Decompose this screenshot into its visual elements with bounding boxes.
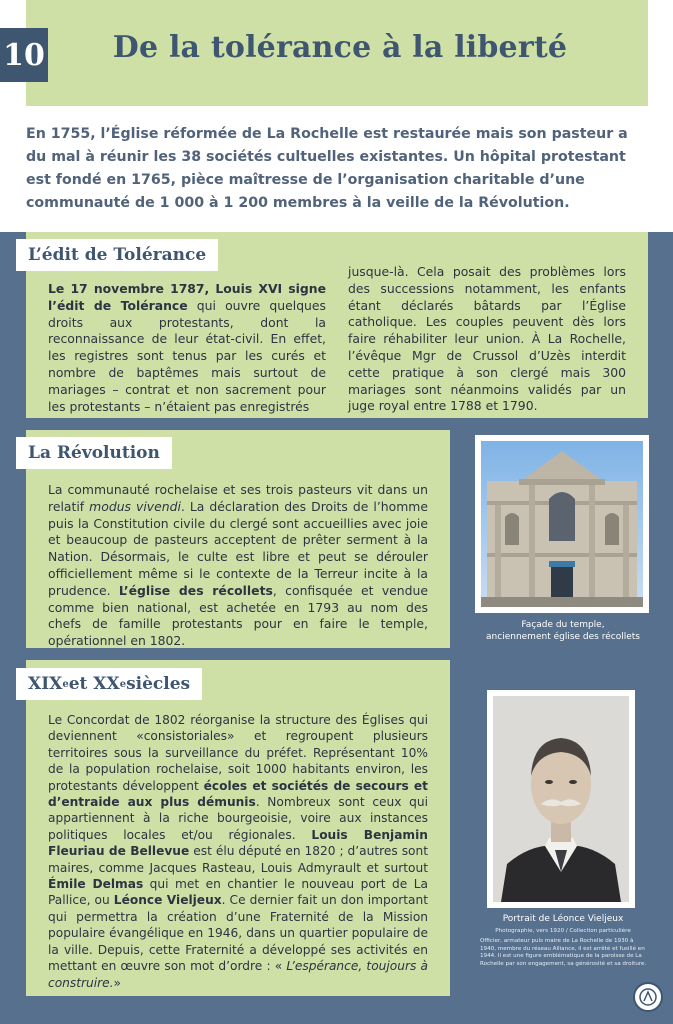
centuries-text-2: . Nombreux sont ceux qui appartiennent à la riche bourgeoisie, voire aux instances politiques locales et/ou régionales. bbox=[48, 795, 428, 842]
centuries-text-6: » bbox=[113, 975, 121, 990]
church-logo-glyph bbox=[638, 987, 658, 1007]
temple-caption-line2: anciennement église des récollets bbox=[486, 631, 640, 642]
centuries-bold-3: Émile Delmas bbox=[48, 877, 144, 892]
centuries-text-4: qui met en chantier le nouveau port de La Pallice, ou bbox=[48, 877, 428, 908]
edit-bold-text: Le 17 novembre 1787, Louis XVI signe l’édit de Tolérance bbox=[48, 281, 326, 313]
centuries-text-1: Le Concordat de 1802 réorganise la structure des Églises qui deviennent «consistoriales» et regroupent plusieurs territoires sous la surveillance du préfet. Représentant 10% de la population rochelaise, soit 1000 habitants environ, les protestants développent bbox=[48, 713, 428, 793]
panel-number: 10 bbox=[0, 28, 48, 82]
section-revolution-title: La Révolution bbox=[16, 437, 172, 469]
revolution-italic: modus vivendi bbox=[89, 498, 181, 514]
centuries-italic-1: L’espérance, toujours à construire. bbox=[48, 959, 428, 990]
portrait-caption: Portrait de Léonce Vieljeux bbox=[502, 914, 624, 924]
intro-paragraph: En 1755, l’Église réformée de La Rochelle est restaurée mais son pasteur a du mal à réunir les 38 sociétés cultuelles existantes. Un hôpital protestant est fondé en 1765, pièce maîtresse de l’organisation charitable d’une communauté de 1 000 à 1 200 membres à la veille de la Révolution. bbox=[26, 126, 628, 211]
centuries-bold-1: écoles et sociétés de secours et d’entraide aux plus démunis bbox=[48, 778, 428, 810]
revolution-bold: L’église des récollets bbox=[118, 582, 273, 598]
revolution-text-3: , confisquée et vendue comme bien national, est achetée en 1793 au nom des chefs de famille protestants pour en faire le temple, opérationnel en 1802. bbox=[48, 582, 428, 649]
revolution-text-2: . La déclaration des Droits de l’homme puis la Constitution civile du clergé sont accueillies avec joie et beaucoup de pasteurs acceptent de prêter serment à la Nation. Désormais, le culte est libre et peut se dérouler officiellement même si le contexte de la Terreur incite à la prudence. bbox=[48, 498, 428, 598]
portrait-credit: Photographie, vers 1920 / Collection particulière bbox=[495, 928, 631, 934]
portrait-photo bbox=[493, 696, 629, 902]
section-revolution-text bbox=[48, 482, 428, 650]
centuries-title-sup1: e bbox=[62, 678, 69, 690]
section-edit-col1 bbox=[48, 281, 326, 415]
section-edit-col2: jusque-là. Cela posait des problèmes lors des successions notamment, les enfants étant déclarés bâtards par l’Église catholique. Les couples peuvent dès lors faire réhabiliter leur union. À La Rochelle, l’évêque Mgr de Crussol d’Uzès interdit cette pratique à son clergé mais 300 mariages sont néanmoins validés par un juge royal entre 1788 et 1790. bbox=[348, 264, 626, 414]
centuries-text-5: . Ce dernier fait un don important qui permettra la création d’une Fraternité de la Mission populaire évangélique en 1946, dans un quartier populaire de la ville. Depuis, cette Fraternité a développé ses activités en mettant en œuvre son mot d’ordre : « bbox=[48, 893, 428, 974]
edit-col1-text: qui ouvre quelques droits aux protestants, dont la reconnaissance de leur état-civil. En effet, les registres sont tenus par les curés et nombre de baptêmes mais surtout de mariages – contrat et non sacrement pour les protestants – n’étaient pas enregistrés bbox=[48, 297, 326, 414]
section-centuries-text bbox=[48, 712, 428, 991]
centuries-title-part2: et XX bbox=[68, 674, 120, 694]
temple-caption bbox=[463, 620, 663, 643]
centuries-title-part3: siècles bbox=[126, 674, 191, 694]
page-title: De la tolérance à la liberté bbox=[112, 30, 568, 65]
centuries-title-sup2: e bbox=[119, 678, 127, 690]
centuries-title-part1: XIX bbox=[28, 674, 63, 694]
portrait-photo-frame bbox=[487, 690, 635, 908]
centuries-bold-2: Louis Benjamin Fleuriau de Bellevue bbox=[48, 827, 428, 859]
temple-photo-frame bbox=[475, 435, 649, 613]
centuries-text-3: est élu député en 1820 ; d’autres sont maires, comme Jacques Rasteau, Louis Admyrault et surtout bbox=[48, 844, 429, 875]
temple-caption-line1: Façade du temple, bbox=[521, 620, 605, 630]
revolution-text-1: La communauté rochelaise et ses trois pasteurs vit dans un relatif bbox=[48, 482, 428, 514]
church-logo-icon bbox=[633, 982, 663, 1012]
section-edit-title: L’édit de Tolérance bbox=[16, 239, 218, 271]
section-centuries-title bbox=[16, 668, 202, 700]
portrait-note: Officier, armateur puis maire de La Rochelle de 1930 à 1940, membre du réseau Alliance, il est arrêté et fusillé en 1944. Il est une figure emblématique de la paroisse de La Rochelle par son engagement, sa générosité et sa droiture. bbox=[480, 938, 647, 967]
centuries-bold-4: Léonce Vieljeux bbox=[113, 893, 222, 908]
temple-photo bbox=[481, 441, 643, 607]
